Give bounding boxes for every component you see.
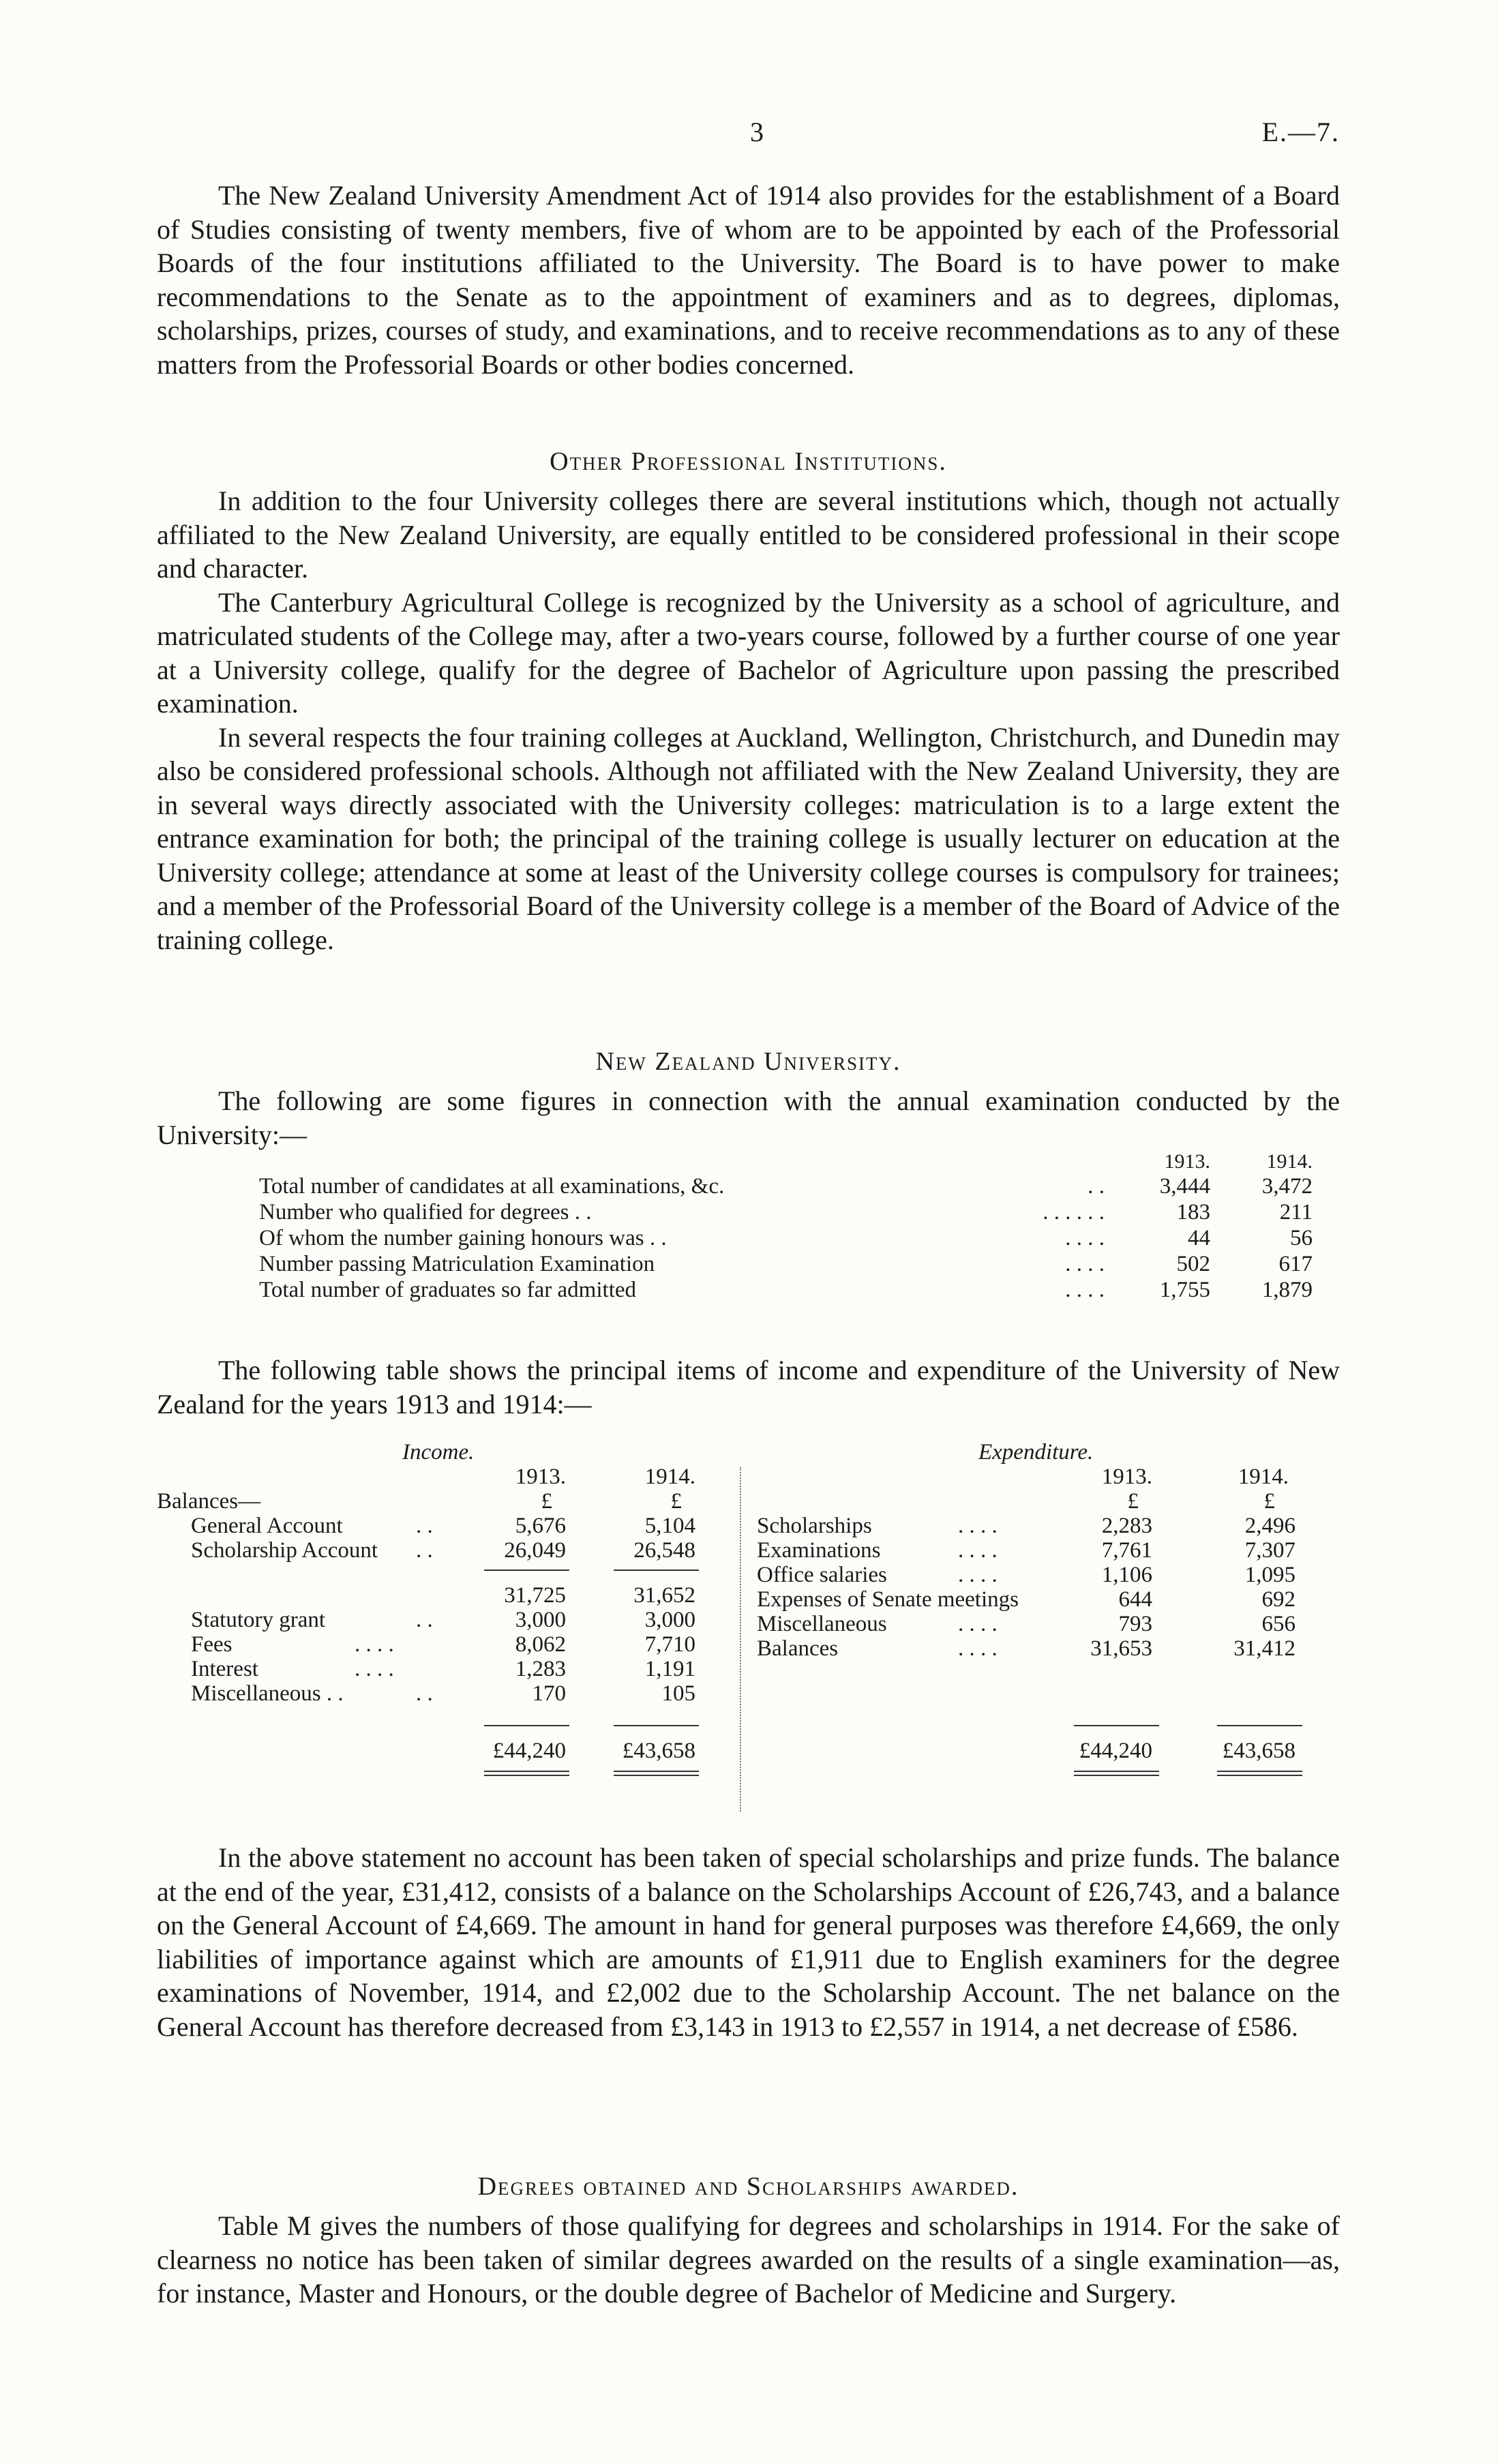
expenditure-year-1913: 1913. [1101, 1464, 1152, 1489]
paragraph-exam-intro: The following are some figures in connection with the annual examination conducted by the University:— [157, 1085, 1340, 1150]
table-row: Of whom the number gaining honours was . . . . . . 44 56 [259, 1226, 1313, 1250]
page-header [157, 116, 1340, 157]
rule [614, 1569, 699, 1571]
double-rule [614, 1771, 699, 1776]
expenditure-total-1914: £43,658 [1222, 1739, 1295, 1763]
table-row: Total number of graduates so far admitted . . . . 1,755 1,879 [259, 1278, 1313, 1302]
income-expenditure-table: Income. 1913. 1914. Balances— £ £ General Account . . 5,676 5,104 Scholarship Account . . 26,049 26,548 31,725 31,652 Statutory grant . . 3,000 3,000 Fees . . . . 8,062 7,710 Interest . . . . 1,283 1,191 Miscellaneous . . . . 170 105 £44,240 £43,658 Expenditure. 1913. 1914. £ £ Scholarships . . . . 2,283 2,496 Examinations . . . . 7,761 7,307 Office salaries . . . . 1,106 1,095 Expenses of Senate meetings 644 692 Miscellaneous . . . . 793 656 Balances . . . . 31,653 31,412 £44,240 £43,658 [157, 1440, 1340, 1812]
table-row: Number who qualified for degrees . . . . . . . . 183 211 [259, 1200, 1313, 1225]
paragraph-institutions-intro: In addition to the four University colleges there are several institutions which, though not actually affiliated to the New Zealand University, are equally entitled to be considered professional in their scope and character. [157, 485, 1340, 584]
income-subtotal-1914: 31,652 [633, 1583, 695, 1608]
paragraph-finance-intro: The following table shows the principal items of income and expenditure of the University of New Zealand for the years 1913 and 1914:— [157, 1355, 1340, 1419]
rule [1217, 1725, 1302, 1726]
rule [614, 1725, 699, 1726]
rule [484, 1569, 569, 1571]
income-total-1913: £44,240 [492, 1739, 566, 1763]
income-total-1914: £43,658 [622, 1739, 695, 1763]
rule [1074, 1725, 1159, 1726]
heading-other-professional-institutions: Other Professional Institutions. [550, 447, 947, 476]
double-rule [1074, 1771, 1159, 1776]
document-reference: E.—7. [1261, 117, 1340, 147]
table-row: Total number of candidates at all examinations, &c. . . 3,444 3,472 [259, 1174, 1313, 1199]
income-year-1914: 1914. [644, 1464, 695, 1489]
page-number: 3 [750, 117, 764, 147]
paragraphs-institutions [157, 484, 1340, 957]
paragraph-balance-statement: In the above statement no account has been taken of special scholarships and prize funds. The balance at the end of the year, £31,412, consists of a balance on the Scholarships Account of £26,743, and a balance on the General Account of £4,669. The amount in hand for general purposes was therefore £4,669, the only liabilities of importance against which are amounts of £1,911 due to English examiners for the degree examinations of November, 1914, and £2,002 due to the Scholarship Account. The net balance on the General Account has therefore decreased from £3,143 in 1913 to £2,557 in 1914, a net decrease of £586. [157, 1842, 1340, 2042]
paragraph-canterbury-college: The Canterbury Agricultural College is recognized by the University as a school of agriculture, and matriculated students of the College may, after a two-years course, followed by a further course of one year at a University college, qualify for the degree of Bachelor of Agriculture upon passing the prescribed examination. [157, 586, 1340, 719]
income-heading: Income. [402, 1440, 475, 1464]
exam-table-header: 1913. 1914. [1164, 1150, 1313, 1173]
currency-symbol: £ [1127, 1489, 1139, 1514]
expenditure-total-1913: £44,240 [1079, 1739, 1152, 1763]
double-rule [1217, 1771, 1302, 1776]
currency-symbol: £ [670, 1489, 682, 1514]
expenditure-heading: Expenditure. [978, 1440, 1094, 1464]
paragraph-training-colleges: In several respects the four training colleges at Auckland, Wellington, Christchurch, and Dunedin may also be considered professional schools. Although not affiliated with the New Zealand University, they are in several ways directly associated with the University colleges: matriculation is to a large extent the entrance examination for both; the principal of the training college is usually lecturer on education at the University college; attendance at some at least of the University college courses is compulsory for trainees; and a member of the Professorial Board of the University college is a member of the Board of Advice of the training college. [157, 721, 1340, 955]
currency-symbol: £ [1263, 1489, 1275, 1514]
column-divider [740, 1467, 741, 1812]
rule [484, 1725, 569, 1726]
currency-symbol: £ [541, 1489, 552, 1514]
paragraph-table-m: Table M gives the numbers of those qualifying for degrees and scholarships in 1914. For the sake of clearness no notice has been taken of similar degrees awarded on the results of a single examination—as, for instance, Master and Honours, or the double degree of Bachelor of Medicine and Surgery. [157, 2210, 1340, 2309]
heading-new-zealand-university: New Zealand University. [595, 1047, 901, 1076]
double-rule [484, 1771, 569, 1776]
expenditure-year-1914: 1914. [1238, 1464, 1289, 1489]
income-year-1913: 1913. [515, 1464, 566, 1489]
table-row: Number passing Matriculation Examination . . . . 502 617 [259, 1252, 1313, 1276]
heading-degrees-scholarships: Degrees obtained and Scholarships awarded. [477, 2172, 1019, 2201]
paragraph-board-of-studies: The New Zealand University Amendment Act of 1914 also provides for the establishment of a Board of Studies consisting of twenty members, five of whom are to be appointed by each of the Professorial Boards of the four institutions affiliated to the University. The Board is to have power to make recommendations to the Senate as to the appointment of examiners and as to degrees, diplomas, scholarships, prizes, courses of study, and examinations, and to receive recommendations as to any of these matters from the Professorial Boards or other bodies concerned. [157, 180, 1340, 380]
exam-figures-table [259, 1149, 1405, 1303]
income-balances-label: Balances— [157, 1489, 261, 1514]
income-subtotal-1913: 31,725 [504, 1583, 566, 1608]
